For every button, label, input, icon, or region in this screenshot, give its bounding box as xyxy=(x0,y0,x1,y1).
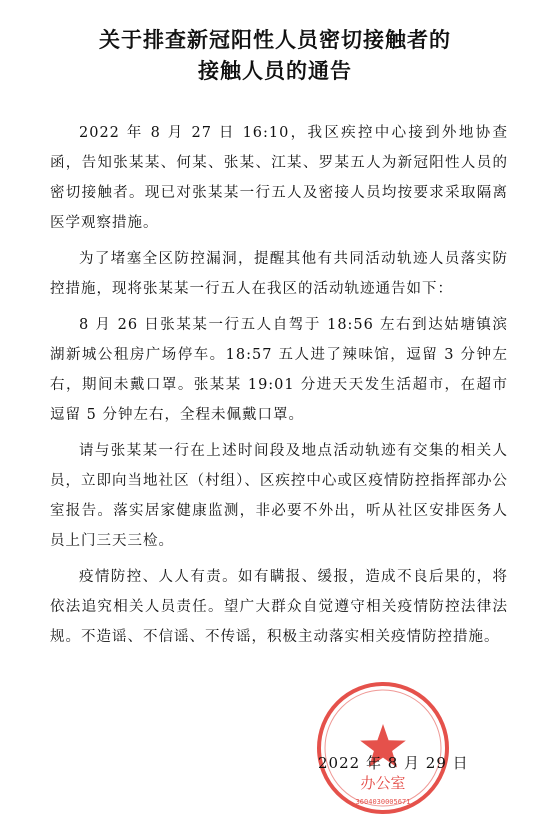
title-line-2: 接触人员的通告 xyxy=(198,59,352,83)
issue-date: 2022 年 8 月 29 日 xyxy=(318,754,469,772)
paragraph-1: 2022 年 8 月 27 日 16:10，我区疾控中心接到外地协查函，告知张某某、何某、张某、江某、罗某五人为新冠阳性人员的密切接触者。现已对张某某一行五人及密接人员均按要求采取隔离医学观察措施。 xyxy=(50,125,508,231)
document-title xyxy=(0,25,550,87)
seal-code: 3604030005671 xyxy=(355,798,411,806)
official-seal xyxy=(313,678,453,818)
paragraph-2: 为了堵塞全区防控漏洞，提醒其他有共同活动轨迹人员落实防控措施，现将张某某一行五人在我区的活动轨迹通告如下： xyxy=(50,251,508,297)
paragraph-4: 请与张某某一行在上述时间段及地点活动轨迹有交集的相关人员，立即向当地社区（村组）、区疾控中心或区疫情防控指挥部办公室报告。落实居家健康监测，非必要不外出，听从社区安排医务人员上门三天三检。 xyxy=(50,443,508,549)
document-body xyxy=(50,118,508,658)
title-line-1: 关于排查新冠阳性人员密切接触者的 xyxy=(99,28,451,52)
seal-graphic xyxy=(313,678,453,818)
paragraph-5: 疫情防控、人人有责。如有瞒报、缓报，造成不良后果的，将依法追究相关人员责任。望广大群众自觉遵守相关疫情防控法律法规。不造谣、不信谣、不传谣，积极主动落实相关疫情防控措施。 xyxy=(50,569,508,645)
seal-label: 办公室 xyxy=(360,774,406,792)
paragraph-3: 8 月 26 日张某某一行五人自驾于 18:56 左右到达姑塘镇滨湖新城公租房广场停车。18:57 五人进了辣味馆，逗留 3 分钟左右，期间未戴口罩。张某某 19:01 分进天天发生活超市，在超市逗留 5 分钟左右，全程未佩戴口罩。 xyxy=(50,317,508,423)
